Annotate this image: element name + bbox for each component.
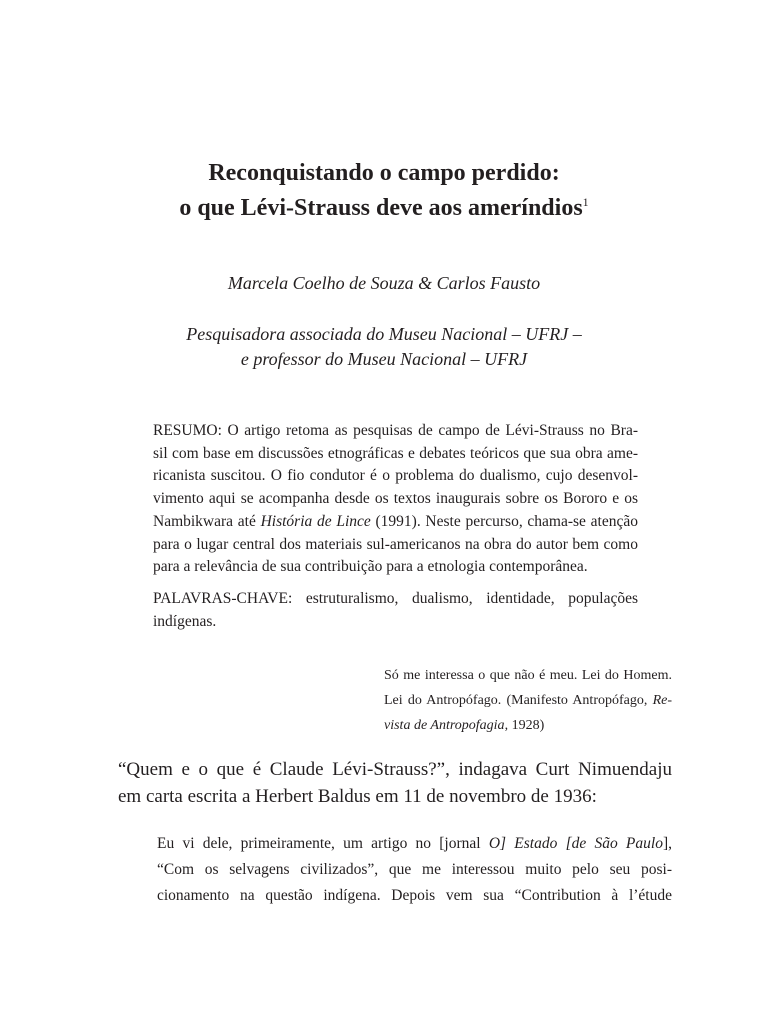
footnote-marker[interactable]: 1 — [582, 195, 589, 209]
abstract-line: RESUMO: O artigo retoma as pesquisas de campo de Lévi-Strauss no Bra- — [153, 422, 638, 439]
epigraph-line: Só me interessa o que não é meu. Lei do Homem. — [384, 668, 672, 683]
article-title — [0, 156, 768, 226]
authors: Marcela Coelho de Souza & Carlos Fausto — [227, 273, 541, 293]
journal-title: vista de Antropofagia — [384, 718, 505, 733]
epigraph-line — [384, 713, 672, 738]
title-line-2-text: o que Lévi-Strauss deve aos ameríndios — [179, 195, 583, 221]
keywords — [153, 588, 638, 633]
title-line-2 — [0, 191, 768, 226]
epigraph-line — [384, 688, 672, 713]
journal-title: Re- — [652, 693, 672, 708]
book-title: História de Lince — [260, 512, 371, 530]
body-line: em carta escrita a Herbert Baldus em 11 de novembro de 1936: — [118, 786, 597, 807]
quote-text: Eu vi dele, primeiramente, um artigo no [jornal — [157, 835, 489, 852]
epigraph-text: Lei do Antropófago. (Manifesto Antropófago, — [384, 693, 653, 708]
quote-line: cionamento na questão indígena. Depois vem sua “Contribution à l’étude — [157, 887, 672, 904]
abstract-line: sil com base em discussões etnográficas e debates teóricos que sua obra ame- — [153, 444, 638, 462]
keywords-line: PALAVRAS-CHAVE: estruturalismo, dualismo, identidade, populações — [153, 590, 638, 607]
affiliation-line-2: e professor do Museu Nacional – UFRJ — [240, 349, 528, 369]
abstract-line: ricanista suscitou. O fio condutor é o problema do dualismo, cujo desenvol- — [153, 467, 638, 485]
abstract — [153, 420, 638, 579]
abstract-line: para o lugar central dos materiais sul-americanos na obra do autor bem como — [153, 535, 638, 553]
quote-line: “Com os selvagens civilizados”, que me interessou muito pelo seu posi- — [157, 861, 672, 878]
quote-text: ], — [662, 835, 673, 852]
epigraph-text: , 1928) — [504, 718, 545, 733]
block-quote — [157, 831, 672, 909]
abstract-line: vimento aqui se acompanha desde os textos inaugurais sobre os Bororo e os — [153, 490, 638, 508]
abstract-text: (1991). Neste percurso, chama-se atenção — [370, 512, 638, 530]
quote-line — [157, 831, 672, 857]
title-line-1: Reconquistando o campo perdido: — [208, 160, 560, 186]
abstract-line — [153, 511, 638, 534]
epigraph — [384, 663, 672, 738]
body-paragraph — [118, 756, 672, 810]
keywords-line: indígenas. — [153, 612, 217, 630]
abstract-text: Nambikwara até — [153, 512, 261, 530]
abstract-line: para a relevância de sua contribuição para a etnologia contemporânea. — [153, 558, 588, 576]
affiliation-line-1: Pesquisadora associada do Museu Nacional – UFRJ – — [186, 324, 582, 344]
newspaper-title: O] Estado [de São Paulo — [488, 835, 663, 852]
affiliation — [0, 322, 768, 372]
body-line: “Quem e o que é Claude Lévi-Strauss?”, indagava Curt Nimuendaju — [118, 759, 672, 780]
